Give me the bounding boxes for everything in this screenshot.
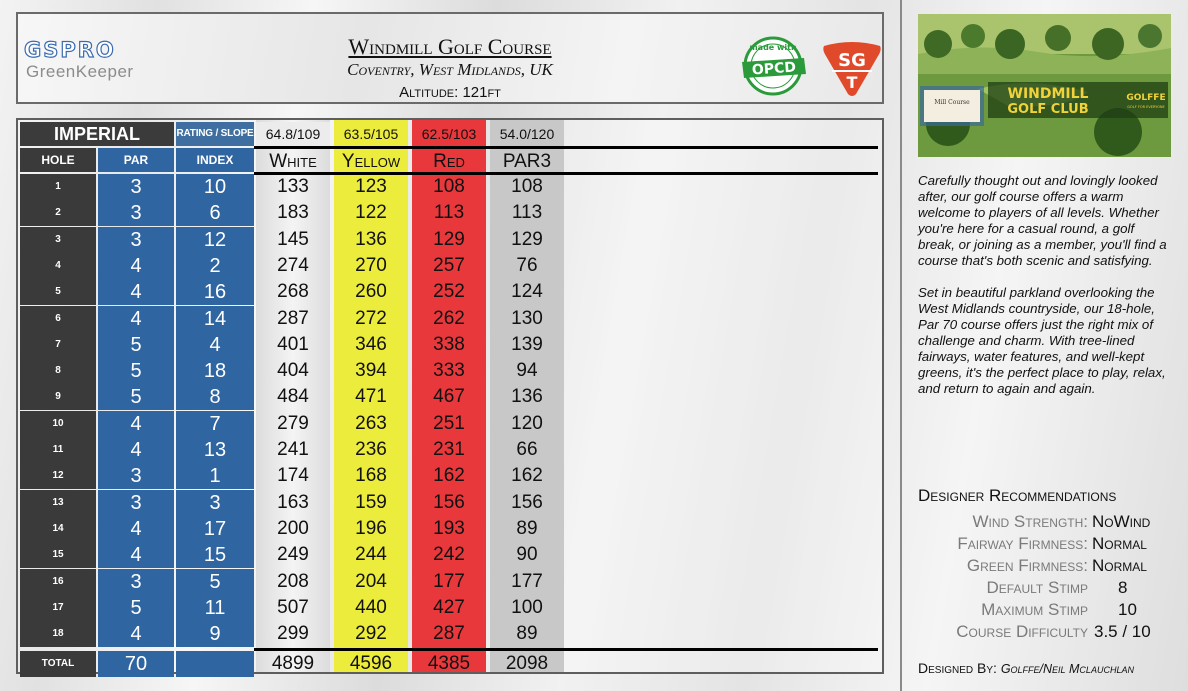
scorecard (16, 118, 884, 674)
hole-number-cell: 4 (20, 253, 96, 279)
yardage-cell: 177 (433, 571, 465, 592)
par-column-header: PAR (98, 148, 174, 172)
tee-column-red (412, 120, 486, 672)
yardage-cell: 156 (511, 492, 543, 513)
course-header (16, 12, 884, 104)
hole-number-cell: 3 (20, 227, 96, 253)
hole-number-cell: 5 (20, 279, 96, 305)
hole-par-cell: 3 (98, 200, 174, 226)
tee-name: PAR3 (502, 151, 552, 172)
yardage-cell: 108 (433, 176, 465, 197)
yardage-cell: 427 (433, 597, 465, 618)
yardage-cell: 252 (433, 281, 465, 302)
photo-brand: GOLFFE (1126, 93, 1166, 103)
index-total-cell (176, 651, 254, 677)
sgt-logo-icon (820, 40, 884, 98)
hole-number-cell: 18 (20, 621, 96, 647)
hole-index-cell: 2 (176, 253, 254, 279)
hole-number-cell: 15 (20, 542, 96, 568)
hole-number-cell: 7 (20, 332, 96, 358)
yardage-cell: 163 (277, 492, 309, 513)
hole-index-cell: 5 (176, 569, 254, 595)
tee-rating: 62.5/103 (412, 122, 486, 146)
course-description (918, 173, 1174, 413)
hole-number-cell: 9 (20, 384, 96, 410)
yardage-total-cell: 4899 (271, 653, 315, 674)
recommendation-value: Normal (1092, 534, 1147, 553)
yardage-cell: 467 (433, 386, 465, 407)
yardage-cell: 120 (511, 413, 543, 434)
yardage-cell: 113 (433, 202, 465, 223)
yardage-cell: 471 (355, 386, 387, 407)
recommendation-label: Maximum Stimp (981, 600, 1088, 619)
hole-number-cell: 8 (20, 358, 96, 384)
recommendation-value: NoWind (1092, 512, 1151, 531)
recommendation-value: 8 (1118, 578, 1128, 597)
yardage-cell: 287 (433, 623, 465, 644)
yardage-cell: 90 (516, 544, 538, 565)
header-top-rule (254, 146, 878, 149)
hole-number-cell: 1 (20, 174, 96, 200)
hole-number-cell: 12 (20, 463, 96, 489)
sgt-top-text: SG (838, 50, 866, 71)
yardage-cell: 401 (277, 334, 309, 355)
tee-rating: 63.5/105 (334, 122, 408, 146)
yardage-cell: 292 (355, 623, 387, 644)
index-column-header: INDEX (176, 148, 254, 172)
hole-par-cell: 4 (98, 411, 174, 437)
hole-par-cell: 3 (98, 490, 174, 516)
yardage-cell: 231 (433, 439, 465, 460)
yardage-cell: 196 (355, 518, 387, 539)
hole-index-cell: 4 (176, 332, 254, 358)
yardage-cell: 193 (433, 518, 465, 539)
hole-par-cell: 4 (98, 253, 174, 279)
yardage-cell: 204 (355, 571, 387, 592)
yardage-total-cell: 4596 (349, 653, 393, 674)
recommendation-label: Green Firmness: (966, 556, 1088, 575)
course-title: Windmill Golf Course (348, 34, 552, 59)
yardage-cell: 270 (355, 255, 387, 276)
yardage-cell: 394 (355, 360, 387, 381)
yardage-cell: 257 (433, 255, 465, 276)
photo-brand-sub: GOLF FOR EVERYONE (1127, 105, 1165, 109)
hole-par-cell: 4 (98, 306, 174, 332)
hole-index-cell: 3 (176, 490, 254, 516)
yardage-cell: 183 (277, 202, 309, 223)
hole-par-cell: 3 (98, 174, 174, 200)
recommendation-label: Wind Strength: (972, 512, 1088, 531)
hole-par-cell: 5 (98, 384, 174, 410)
golf-club-photo (918, 14, 1171, 157)
course-altitude: Altitude: 121ft (399, 84, 501, 101)
photo-club-line1: WINDMILL (1007, 86, 1089, 102)
yardage-cell: 136 (355, 229, 387, 250)
recommendation-label: Course Difficulty (956, 622, 1088, 641)
recommendation-label: Default Stimp (986, 578, 1088, 597)
recommendation-value: 3.5 / 10 (1094, 622, 1151, 641)
tee-column-yellow (334, 120, 408, 672)
hole-index-cell: 1 (176, 463, 254, 489)
tee-rating: 64.8/109 (256, 122, 330, 146)
yardage-cell: 346 (355, 334, 387, 355)
yardage-cell: 208 (277, 571, 309, 592)
yardage-cell: 299 (277, 623, 309, 644)
hole-par-cell: 4 (98, 279, 174, 305)
hole-number-cell: 10 (20, 411, 96, 437)
description-paragraph-2: Set in beautiful parkland overlooking the West Midlands countryside, our 18-hole, Par 70 course offers just the right mix of challenge and charm. With tree-lined fairways, water features, and well-kept greens, it's the perfect place to play, relax, and return to again and again. (918, 285, 1166, 396)
panel-divider (900, 0, 902, 691)
hole-par-cell: 5 (98, 595, 174, 621)
yardage-cell: 130 (511, 308, 543, 329)
yardage-cell: 274 (277, 255, 309, 276)
recommendation-value: 10 (1118, 600, 1137, 619)
greenkeeper-logo: GreenKeeper (26, 62, 134, 81)
recommendation-row (918, 556, 1168, 578)
recommendation-row (918, 622, 1168, 644)
designer-name: Golffe/Neil Mclauchlan (1000, 662, 1134, 676)
yardage-cell: 89 (516, 518, 538, 539)
opcd-badge-icon (740, 34, 806, 98)
yardage-cell: 241 (277, 439, 309, 460)
yardage-cell: 484 (277, 386, 309, 407)
hole-index-cell: 7 (176, 411, 254, 437)
yardage-cell: 338 (433, 334, 465, 355)
yardage-total-cell: 4385 (427, 653, 471, 674)
yardage-cell: 66 (516, 439, 538, 460)
yardage-cell: 159 (355, 492, 387, 513)
sgt-bottom-text: T (846, 73, 858, 92)
yardage-cell: 287 (277, 308, 309, 329)
tee-column-white (256, 120, 330, 672)
hole-par-cell: 5 (98, 332, 174, 358)
yardage-total-cell: 2098 (505, 653, 549, 674)
hole-par-cell: 5 (98, 358, 174, 384)
hole-index-cell: 8 (176, 384, 254, 410)
tee-rating: 54.0/120 (490, 122, 564, 146)
hole-par-cell: 3 (98, 463, 174, 489)
yardage-cell: 108 (511, 176, 543, 197)
units-header: IMPERIAL (20, 122, 174, 146)
yardage-cell: 94 (516, 360, 538, 381)
hole-par-cell: 3 (98, 227, 174, 253)
photo-club-line2: GOLF CLUB (1007, 102, 1089, 117)
gspro-logo: GSPRO (24, 38, 116, 62)
yardage-cell: 123 (355, 176, 387, 197)
recommendations-title: Designer Recommendations (918, 486, 1117, 505)
yardage-cell: 177 (511, 571, 543, 592)
yardage-cell: 244 (355, 544, 387, 565)
hole-par-cell: 4 (98, 621, 174, 647)
hole-number-cell: 11 (20, 437, 96, 463)
recommendation-label: Fairway Firmness: (957, 534, 1088, 553)
yardage-cell: 200 (277, 518, 309, 539)
hole-index-cell: 14 (176, 306, 254, 332)
hole-par-cell: 4 (98, 542, 174, 568)
designer-credit (918, 660, 1178, 676)
hole-index-cell: 6 (176, 200, 254, 226)
yardage-cell: 333 (433, 360, 465, 381)
yardage-cell: 251 (433, 413, 465, 434)
yardage-cell: 76 (516, 255, 538, 276)
tee-name: Red (433, 151, 465, 172)
yardage-cell: 404 (277, 360, 309, 381)
hole-par-cell: 3 (98, 569, 174, 595)
hole-column-header: HOLE (20, 148, 96, 172)
hole-number-cell: 14 (20, 516, 96, 542)
yardage-cell: 236 (355, 439, 387, 460)
hole-index-cell: 13 (176, 437, 254, 463)
hole-index-cell: 11 (176, 595, 254, 621)
hole-index-cell: 17 (176, 516, 254, 542)
par-total-cell: 70 (98, 651, 174, 677)
hole-number-cell: 2 (20, 200, 96, 226)
yardage-cell: 113 (511, 202, 543, 223)
hole-index-cell: 15 (176, 542, 254, 568)
yardage-cell: 133 (277, 176, 309, 197)
opcd-made-with: made with (749, 43, 797, 52)
tee-name: Yellow (341, 151, 401, 172)
recommendation-value: Normal (1092, 556, 1147, 575)
hole-index-cell: 16 (176, 279, 254, 305)
hole-number-cell: 17 (20, 595, 96, 621)
yardage-cell: 260 (355, 281, 387, 302)
yardage-cell: 440 (355, 597, 387, 618)
recommendation-row (918, 578, 1168, 600)
hole-index-cell: 12 (176, 227, 254, 253)
hole-index-cell: 10 (176, 174, 254, 200)
yardage-cell: 507 (277, 597, 309, 618)
yardage-cell: 129 (511, 229, 543, 250)
recommendation-row (918, 600, 1168, 622)
hole-par-cell: 4 (98, 516, 174, 542)
hole-index-cell: 9 (176, 621, 254, 647)
yardage-cell: 249 (277, 544, 309, 565)
yardage-cell: 156 (433, 492, 465, 513)
yardage-cell: 272 (355, 308, 387, 329)
yardage-cell: 100 (511, 597, 543, 618)
hole-par-cell: 4 (98, 437, 174, 463)
yardage-cell: 242 (433, 544, 465, 565)
hole-index-cell: 18 (176, 358, 254, 384)
course-location: Coventry, West Midlands, UK (347, 60, 553, 79)
yardage-cell: 89 (516, 623, 538, 644)
recommendation-row (918, 512, 1168, 534)
yardage-cell: 279 (277, 413, 309, 434)
designer-label: Designed By: (918, 660, 997, 676)
yardage-cell: 268 (277, 281, 309, 302)
yardage-cell: 124 (511, 281, 543, 302)
yardage-cell: 168 (355, 465, 387, 486)
hole-number-cell: 6 (20, 306, 96, 332)
yardage-cell: 263 (355, 413, 387, 434)
total-rule (254, 648, 878, 651)
description-paragraph-1: Carefully thought out and lovingly looked after, our golf course offers a warm welcome to players of all levels. Whether you're here for a casual round, a golf break, or joining as a member, you'll find a course that's both scenic and satisfying. (918, 173, 1167, 268)
hole-number-cell: 13 (20, 490, 96, 516)
yardage-cell: 136 (511, 386, 543, 407)
tee-name: White (269, 151, 317, 172)
yardage-cell: 139 (511, 334, 543, 355)
yardage-cell: 262 (433, 308, 465, 329)
yardage-cell: 122 (355, 202, 387, 223)
photo-sign-text: Mill Course (934, 99, 970, 106)
yardage-cell: 129 (433, 229, 465, 250)
hole-number-cell: 16 (20, 569, 96, 595)
tee-column-par3 (490, 120, 564, 672)
rating-slope-header: RATING / SLOPE (176, 122, 254, 146)
yardage-cell: 162 (511, 465, 543, 486)
recommendation-row (918, 534, 1168, 556)
header-bottom-rule (254, 172, 878, 175)
yardage-cell: 162 (433, 465, 465, 486)
yardage-cell: 174 (277, 465, 309, 486)
opcd-text: OPCD (751, 59, 797, 79)
total-label-cell: TOTAL (20, 651, 96, 677)
yardage-cell: 145 (277, 229, 309, 250)
